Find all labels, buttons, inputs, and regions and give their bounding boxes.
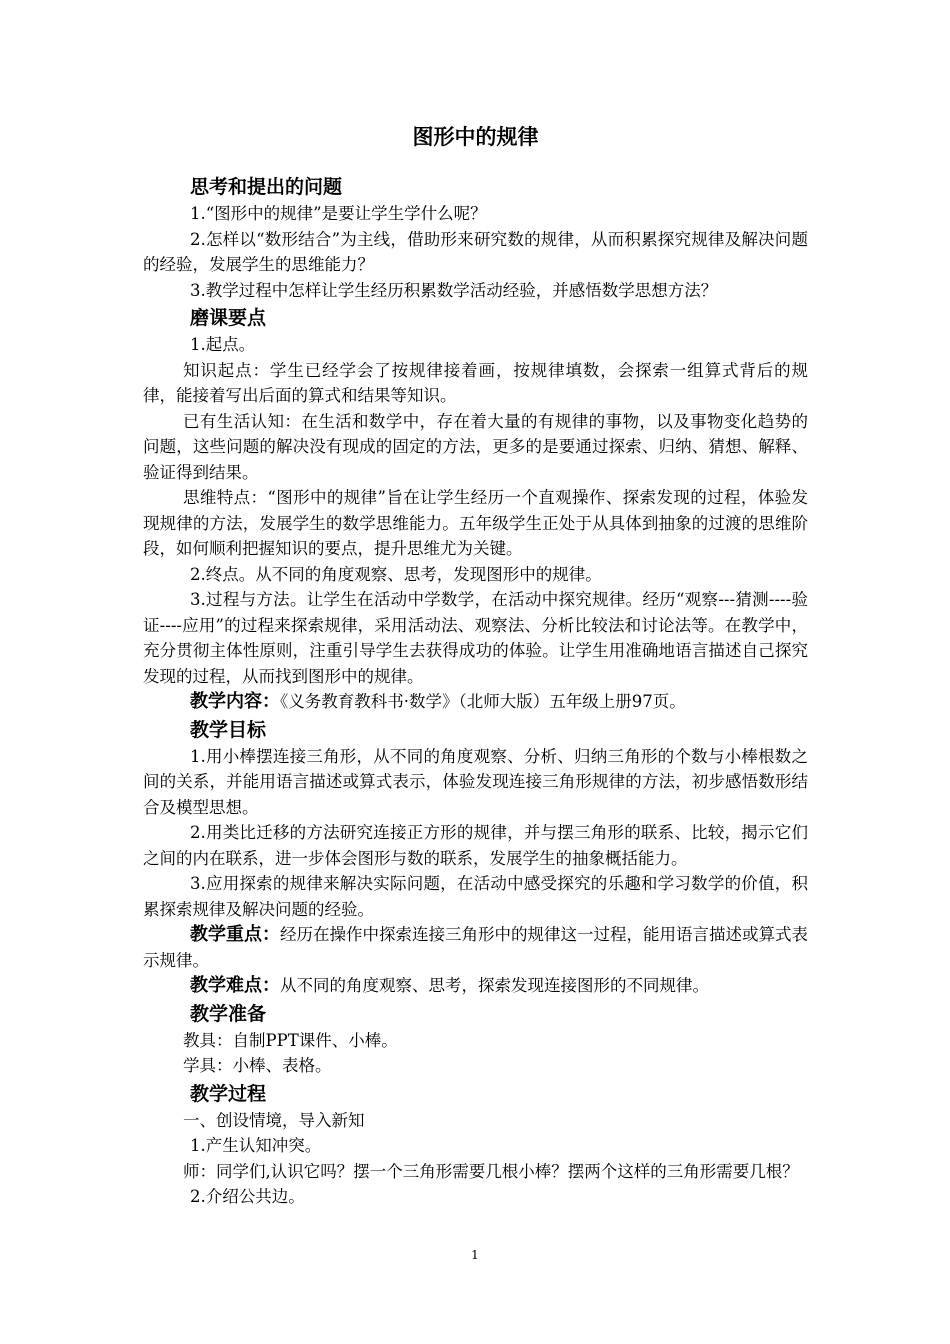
- document-body: [143, 172, 808, 1210]
- process-step-1-2: 2.介绍公共边。: [190, 1187, 305, 1206]
- teaching-content: [143, 689, 808, 715]
- teaching-key-label: 教学重点：: [190, 924, 280, 945]
- teaching-difficulty: [143, 973, 808, 999]
- student-tools: 学具：小棒、表格。: [183, 1056, 332, 1075]
- teaching-content-label: 教学内容：: [190, 691, 280, 712]
- paragraph-thinking: 思维特点：“图形中的规律”旨在让学生经历一个直观操作、探索发现的过程，体验发现规律的方法，发展学生的数学思维能力。五年级学生正处于从具体到抽象的过渡的思维阶段，如何顺利把握知识的要点，提升思维尤为关键。: [143, 488, 808, 558]
- section-heading-key-points: 磨课要点: [190, 307, 267, 329]
- page-number: 1: [471, 1248, 479, 1262]
- process-step-1: 一、创设情境，导入新知: [183, 1110, 365, 1130]
- paragraph-life-cognition: 已有生活认知：在生活和数学中，存在着大量的有规律的事物，以及事物变化趋势的问题，这些问题的解决没有现成的固定的方法，更多的是要通过探索、归纳、猜想、解释、验证得到结果。: [143, 411, 808, 482]
- process-teacher-speech: 师：同学们,认识它吗？摆一个三角形需要几根小棒？摆两个这样的三角形需要几根？: [183, 1161, 799, 1181]
- process-step-1-1: 1.产生认知冲突。: [190, 1136, 322, 1155]
- goal-3: 3.应用探索的规律来解决实际问题，在活动中感受探究的乐趣和学习数学的价值，积累探索规律及解决问题的经验。: [143, 874, 808, 919]
- paragraph-start-point: 1.起点。: [190, 335, 256, 354]
- paragraph-knowledge: 知识起点：学生已经学会了按规律接着画，按规律填数，会探索一组算式背后的规律，能接着写出后面的算式和结果等知识。: [143, 360, 808, 405]
- section-heading-process: 教学过程: [190, 1082, 267, 1105]
- paragraph-end-point: 2.终点。从不同的角度观察、思考，发现图形中的规律。: [190, 564, 602, 584]
- teaching-difficulty-text: 从不同的角度观察、思考，探索发现连接图形的不同规律。: [280, 976, 709, 995]
- teaching-key-text: 经历在操作中探索连接三角形中的规律这一过程，能用语言描述或算式表示规律。: [143, 925, 808, 970]
- question-2: 2.怎样以“数形结合”为主线，借助形来研究数的规律，从而积累探究规律及解决问题的经验，发展学生的思维能力？: [143, 229, 808, 274]
- question-1: 1.“图形中的规律”是要让学生学什么呢？: [190, 204, 487, 223]
- teaching-key: [143, 922, 808, 973]
- section-heading-questions: 思考和提出的问题: [190, 176, 343, 198]
- paragraph-process-method: 3.过程与方法。让学生在活动中学数学，在活动中探究规律。经历“观察---猜测----验证----应用”的过程来探索规律，采用活动法、观察法、分析比较法和讨论法等。在教学中，充分贯彻主体性原则，注重引导学生去获得成功的体验。让学生用准确地语言描述自己探究发现的过程，从而找到图形中的规律。: [143, 590, 808, 686]
- teacher-tools: 教具：自制PPT课件、小棒。: [183, 1030, 398, 1050]
- teaching-content-text: 《义务教育教科书·数学》（北师大版）五年级上册97页。: [280, 692, 686, 711]
- teaching-difficulty-label: 教学难点：: [190, 975, 280, 996]
- document-title: 图形中的规律: [412, 125, 539, 149]
- goal-2: 2.用类比迁移的方法研究连接正方形的规律，并与摆三角形的联系、比较，揭示它们之间的内在联系，进一步体会图形与数的联系，发展学生的抽象概括能力。: [143, 823, 808, 868]
- section-heading-preparation: 教学准备: [190, 1002, 267, 1025]
- goal-1: 1.用小棒摆连接三角形，从不同的角度观察、分析、归纳三角形的个数与小棒根数之间的关系，并能用语言描述或算式表示，体验发现连接三角形规律的方法，初步感悟数形结合及模型思想。: [143, 746, 808, 817]
- section-heading-goals: 教学目标: [190, 718, 267, 741]
- question-3: 3.教学过程中怎样让学生经历积累数学活动经验，并感悟数学思想方法？: [190, 280, 718, 300]
